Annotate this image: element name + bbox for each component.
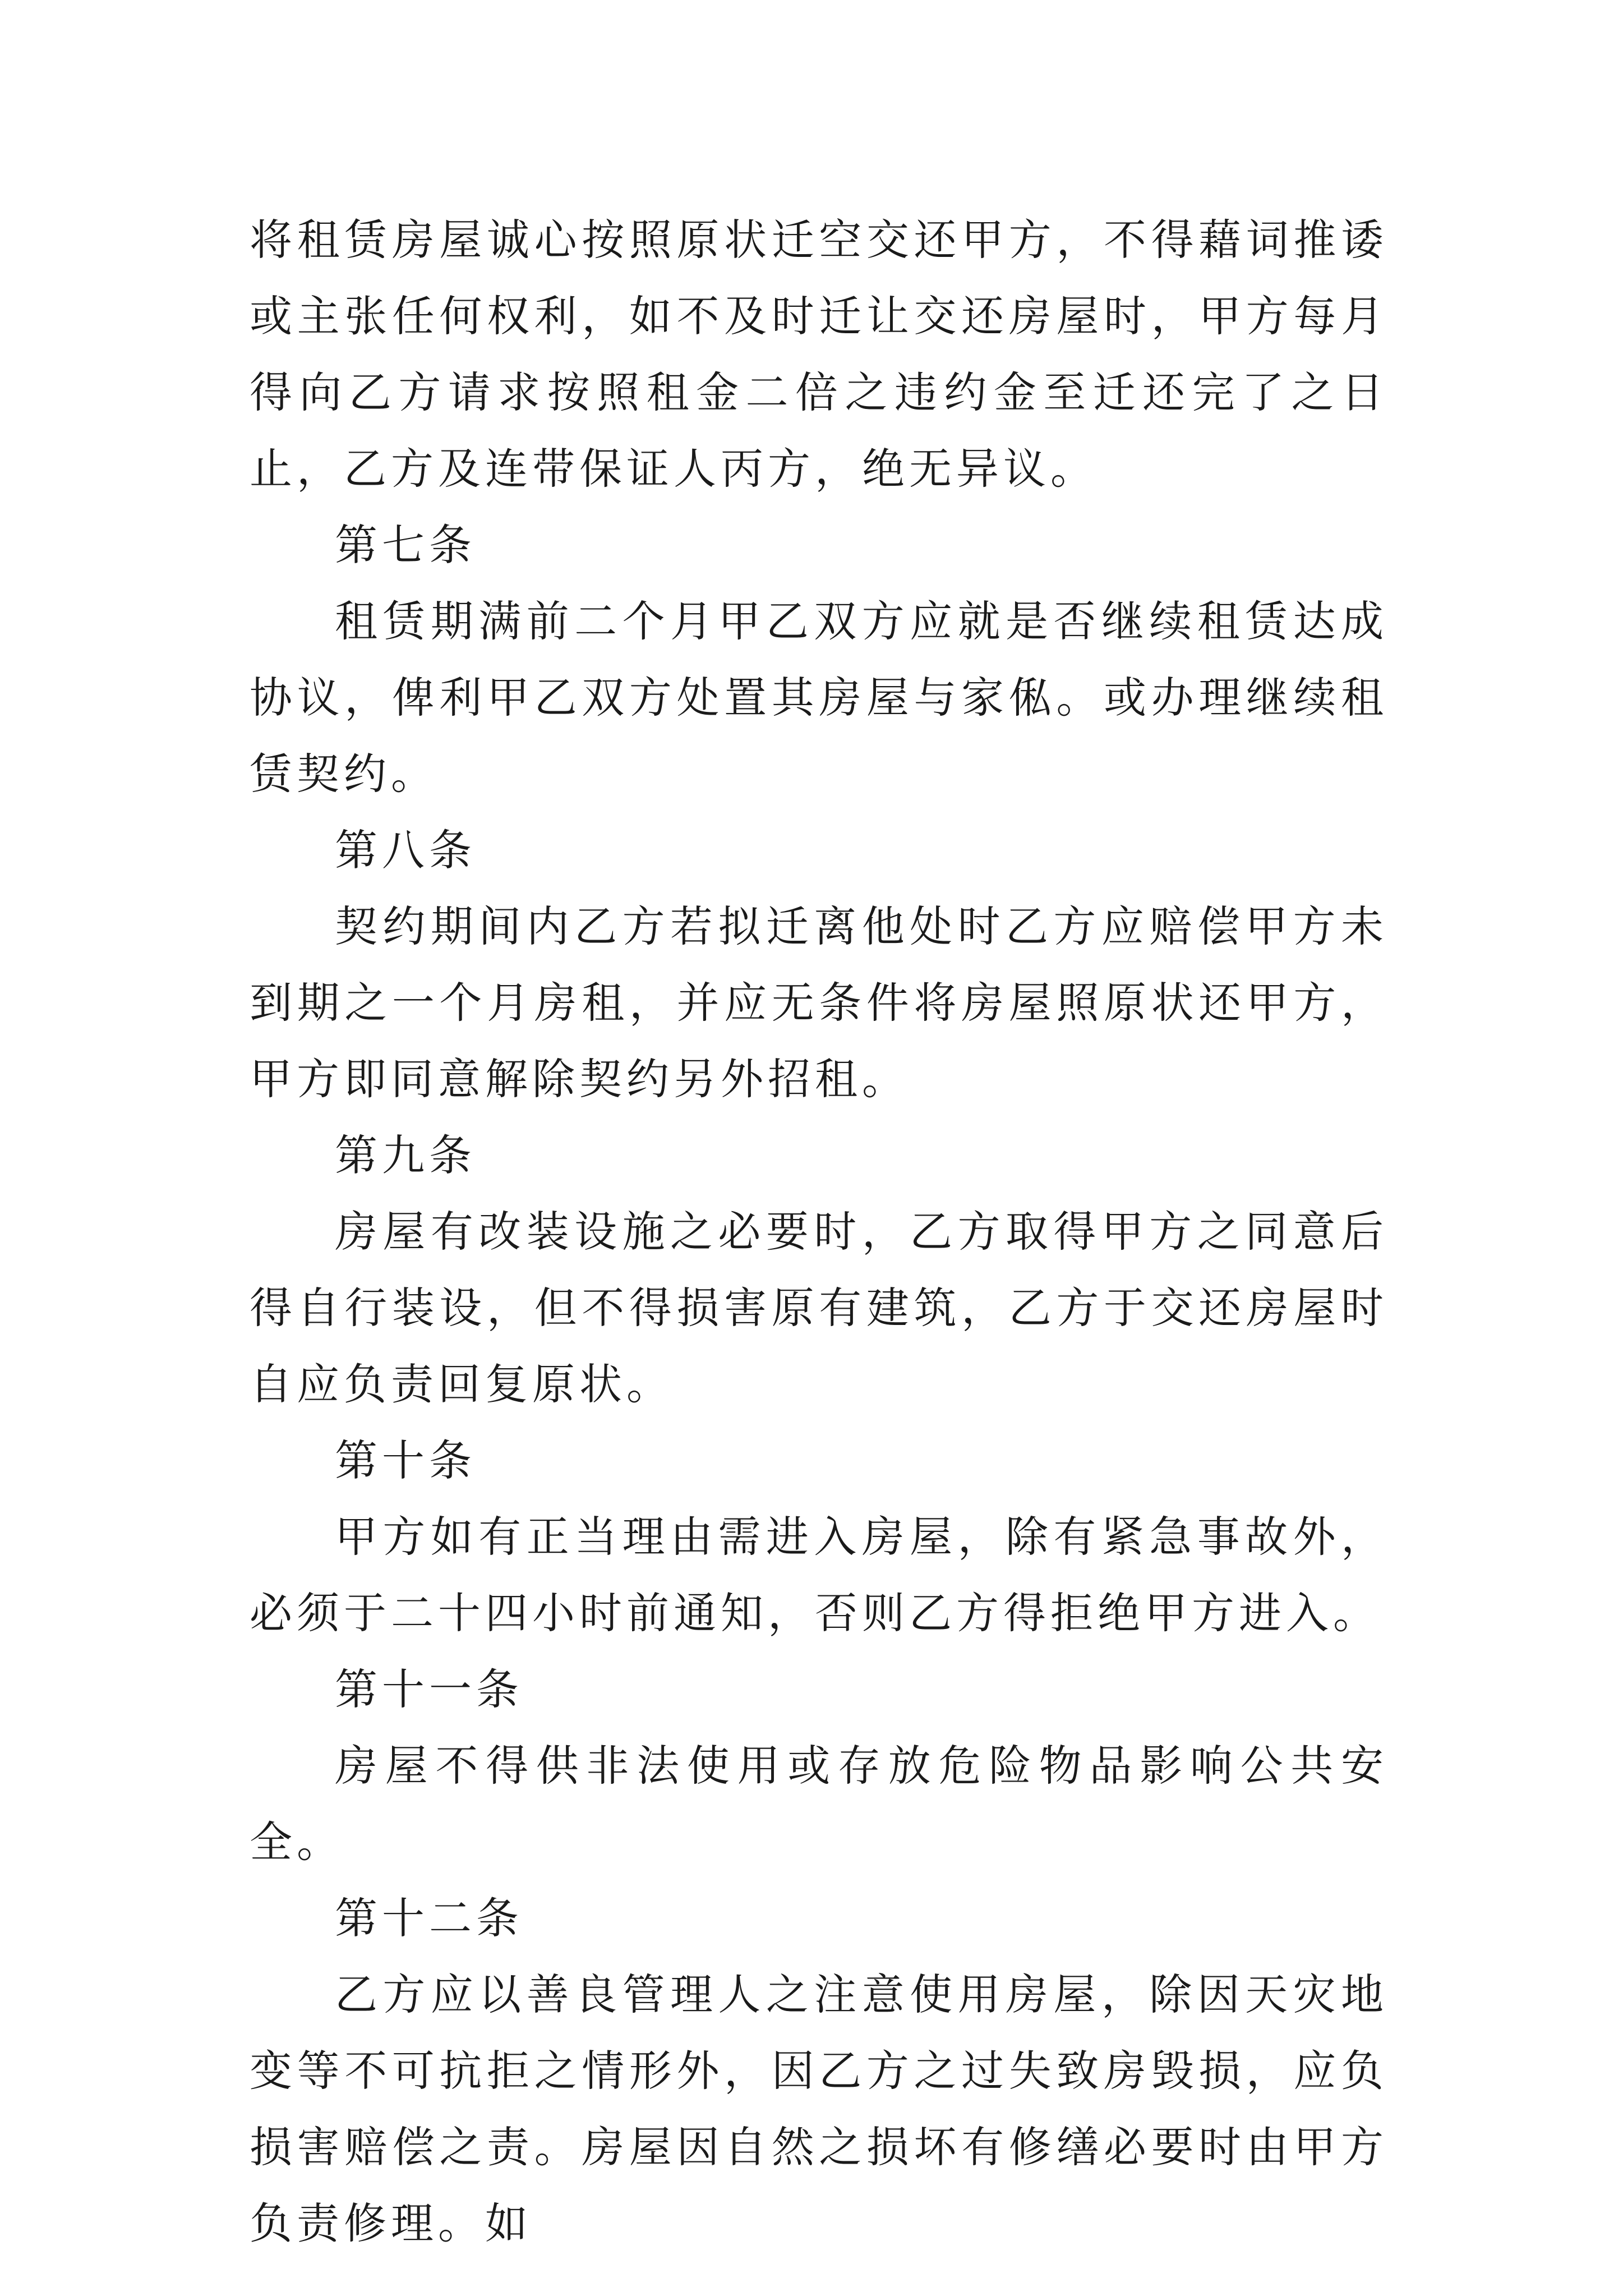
article-body-7: 租赁期满前二个月甲乙双方应就是否继续租赁达成协议，俾利甲乙双方处置其房屋与家俬。或办理继续租赁契约。 xyxy=(250,596,1388,799)
article-heading-7: 第七条 xyxy=(335,520,476,570)
article-body-10: 甲方如有正当理由需进入房屋，除有紧急事故外，必须于二十四小时前通知，否则乙方得拒绝甲方进入。 xyxy=(250,1512,1388,1638)
paragraph-continuation: 将租赁房屋诚心按照原状迁空交还甲方，不得藉词推诿或主张任何权利，如不及时迁让交还房屋时，甲方每月得向乙方请求按照租金二倍之违约金至迁还完了之日止，乙方及连带保证人丙方，绝无异议。 xyxy=(250,215,1388,494)
article-heading-12: 第十二条 xyxy=(335,1893,523,1943)
article-body-11: 房屋不得供非法使用或存放危险物品影响公共安全。 xyxy=(250,1741,1388,1867)
article-heading-9: 第九条 xyxy=(335,1130,476,1180)
article-heading-11: 第十一条 xyxy=(335,1664,523,1714)
document-body xyxy=(250,202,1388,2262)
article-body-9: 房屋有改装设施之必要时，乙方取得甲方之同意后得自行装设，但不得损害原有建筑，乙方于交还房屋时自应负责回复原状。 xyxy=(250,1207,1388,1409)
article-heading-10: 第十条 xyxy=(335,1435,476,1485)
article-body-8: 契约期间内乙方若拟迁离他处时乙方应赔偿甲方未到期之一个月房租，并应无条件将房屋照原状还甲方，甲方即同意解除契约另外招租。 xyxy=(250,901,1388,1104)
article-heading-8: 第八条 xyxy=(335,825,476,875)
article-body-12: 乙方应以善良管理人之注意使用房屋，除因天灾地变等不可抗拒之情形外，因乙方之过失致房毁损，应负损害赔偿之责。房屋因自然之损坏有修缮必要时由甲方负责修理。如 xyxy=(250,1970,1388,2248)
